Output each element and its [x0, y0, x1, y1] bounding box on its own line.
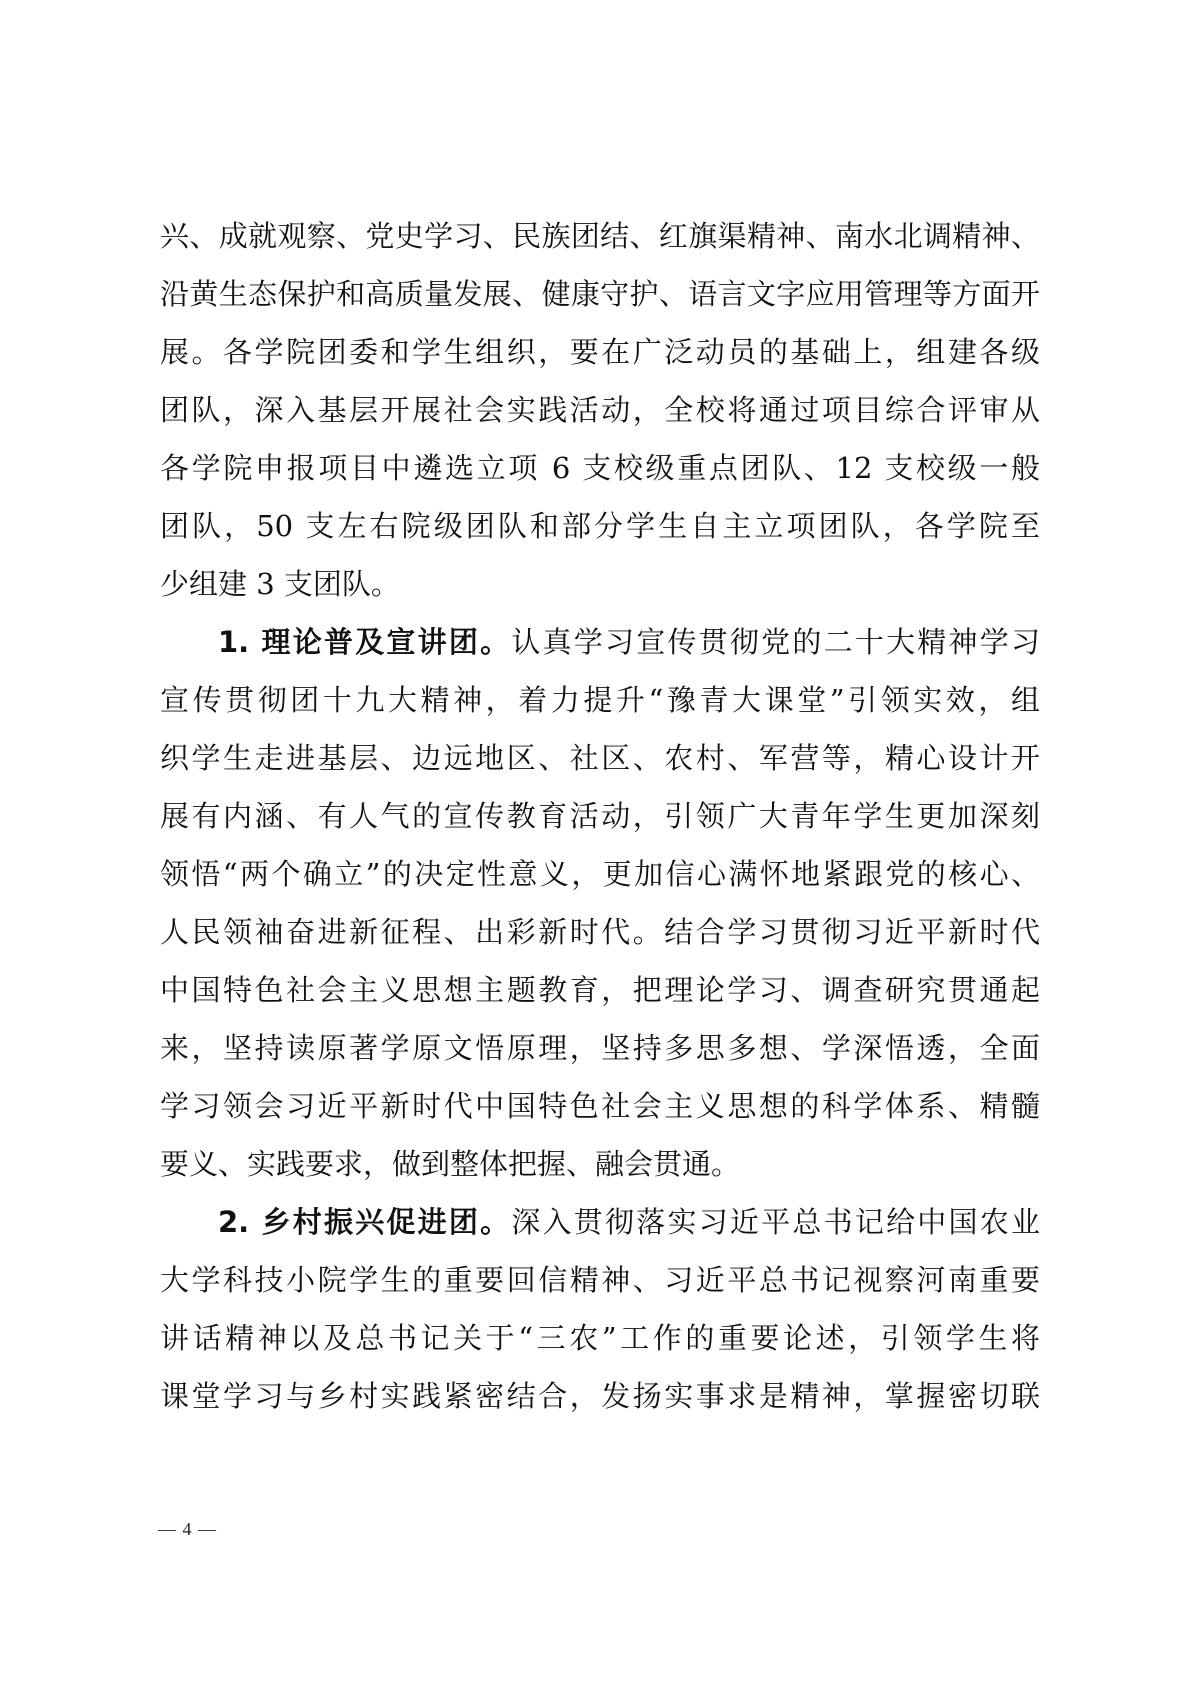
section-heading-rural: 2. 乡村振兴促进团。 [218, 1205, 512, 1239]
text-line: 团队，50 支左右院级团队和部分学生自主立项团队，各学院至 [160, 509, 1040, 543]
text-line: 团队，深入基层开展社会实践活动，全校将通过项目综合评审从 [160, 393, 1040, 427]
text-line: 大学科技小院学生的重要回信精神、习近平总书记视察河南重要 [160, 1263, 1040, 1297]
text-line: 课堂学习与乡村实践紧密结合，发扬实事求是精神，掌握密切联 [160, 1379, 1040, 1413]
text-line: 沿黄生态保护和高质量发展、健康守护、语言文字应用管理等方面开 [160, 277, 1040, 311]
text-line: 领悟“两个确立”的决定性意义，更加信心满怀地紧跟党的核心、 [160, 857, 1040, 891]
text-run: 深入贯彻落实习近平总书记给中国农业 [511, 1205, 1040, 1239]
text-line: 兴、成就观察、党史学习、民族团结、红旗渠精神、南水北调精神、 [160, 219, 1040, 253]
section-heading-theory: 1. 理论普及宣讲团。 [218, 625, 512, 659]
page-number: — 4 — [158, 1519, 217, 1539]
text-line: 各学院申报项目中遴选立项 6 支校级重点团队、12 支校级一般 [160, 451, 1040, 485]
text-line: 来，坚持读原著学原文悟原理，坚持多思多想、学深悟透，全面 [160, 1031, 1040, 1065]
text-line: 要义、实践要求，做到整体把握、融会贯通。 [160, 1147, 741, 1181]
text-line: 讲话精神以及总书记关于“三农”工作的重要论述，引领学生将 [160, 1321, 1040, 1355]
document-body [160, 207, 1040, 1425]
text-line: 展。各学院团委和学生组织，要在广泛动员的基础上，组建各级 [160, 335, 1040, 369]
paragraph-first-line [160, 1193, 1040, 1251]
text-line: 展有内涵、有人气的宣传教育活动，引领广大青年学生更加深刻 [160, 799, 1040, 833]
text-line: 学习领会习近平新时代中国特色社会主义思想的科学体系、精髓 [160, 1089, 1040, 1123]
text-line: 少组建 3 支团队。 [160, 567, 400, 601]
text-line: 中国特色社会主义思想主题教育，把理论学习、调查研究贯通起 [160, 973, 1040, 1007]
text-run: 认真学习宣传贯彻党的二十大精神学习 [511, 625, 1040, 659]
paragraph-first-line [160, 613, 1040, 671]
text-line: 人民领袖奋进新征程、出彩新时代。结合学习贯彻习近平新时代 [160, 915, 1040, 949]
text-line: 宣传贯彻团十九大精神，着力提升“豫青大课堂”引领实效，组 [160, 683, 1040, 717]
text-line: 织学生走进基层、边远地区、社区、农村、军营等，精心设计开 [160, 741, 1040, 775]
